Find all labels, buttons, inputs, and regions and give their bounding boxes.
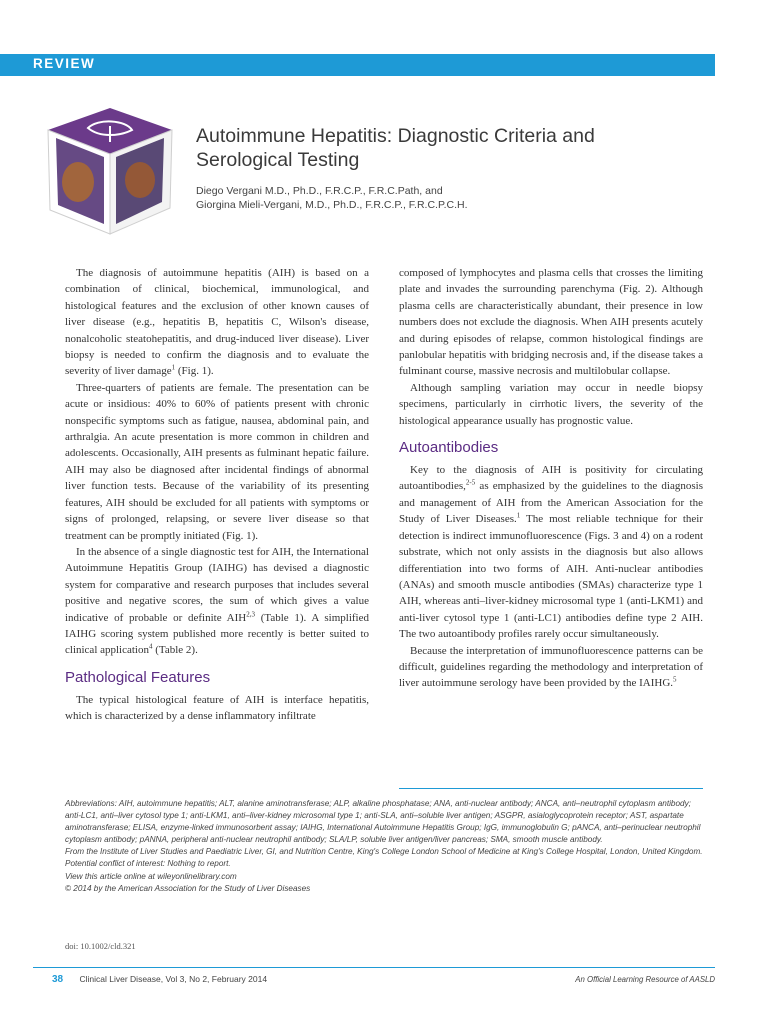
publisher-note: An Official Learning Resource of AASLD <box>575 975 715 984</box>
paragraph-4: The typical histological feature of AIH is interface hepatitis, which is characterized by a dense inflammatory infiltrate <box>65 693 369 723</box>
section-banner <box>0 54 715 76</box>
authors-line-2: Giorgina Mieli-Vergani, M.D., Ph.D., F.R.C.P., F.R.C.P.C.H. <box>196 199 468 211</box>
journal-citation: Clinical Liver Disease, Vol 3, No 2, February 2014 <box>79 974 268 984</box>
affiliation-note: From the Institute of Liver Studies and Paediatric Liver, GI, and Nutrition Centre, King's College London School of Medicine at King's College Hospital, London, United Kingdom. <box>65 847 703 857</box>
divider <box>399 788 703 789</box>
title-line-1: Autoimmune Hepatitis: Diagnostic Criteria and <box>196 125 595 147</box>
paragraph-3: In the absence of a single diagnostic test for AIH, the International Autoimmune Hepatitis Group (IAIHG) has devised a diagnostic system for comparative and research purposes that includes several positive and negative scores, the sum of which gives a value indicative of probable or definite AIH$^{2,3}$ (Table 1). A simplified IAIHG scoring system published more recently is better suited to clinical application$^4$ (Table 2). <box>65 545 369 657</box>
cube-logo-icon <box>40 100 180 240</box>
footer-divider <box>33 967 715 968</box>
left-column <box>65 265 369 725</box>
authors-line-1: Diego Vergani M.D., Ph.D., F.R.C.P., F.R.C.Path, and <box>196 185 443 197</box>
article-title <box>196 124 666 172</box>
doi: doi: 10.1002/cld.321 <box>65 941 136 951</box>
abbreviations-note: Abbreviations: AIH, autoimmune hepatitis; ALT, alanine aminotransferase; ALP, alkaline phosphatase; ANA, anti-nuclear antibody; ANCA, anti–neutrophil cytoplasm antibody; anti-LC1, anti–liver cytosol type 1; anti-LKM1, anti–liver-kidney microsomal type 1; anti-SLA, anti–soluble liver antigen; ASGPR, asialoglycoprotein receptor; AST, aspartate aminotransferase; ELISA, enzyme-linked immunosorbent assay; IAIHG, International Autoimmune Hepatitis Group; IgG, immunoglobulin G; pANCA, anti–perinuclear neutrophil cytoplasm antibody; pANNA, peripheral anti-nuclear neutrophil antibody; SLA/LP, soluble liver antigen/liver pancreas; SMA, smooth muscle antibody. <box>65 799 701 845</box>
online-note: View this article online at wileyonlinelibrary.com <box>65 871 237 881</box>
paragraph-1: The diagnosis of autoimmune hepatitis (AIH) is based on a combination of clinical, biochemical, immunological, and histological features and the exclusion of other known causes of liver disease (e.g., hepatitis B, hepatitis C, Wilson's disease, nonalcoholic steatohepatitis, and drug-induced liver disease). Liver biopsy is needed to confirm the diagnosis and to evaluate the severity of liver damage$^1$ (Fig. 1). <box>65 267 369 378</box>
page-number: 38 <box>52 974 64 985</box>
paragraph-2: Three-quarters of patients are female. The presentation can be acute or insidious: 40% to 60% of patients present with chronic nonspecific symptoms such as fatigue, nausea, abdominal pain, and arthralgia. An acute presentation is more common in children and adolescents. Occasionally, AIH presents as fulminant hepatic failure. AIH may also be diagnosed after incidental findings of abnormal liver function tests. Because of the variability of its presenting features, AIH should be excluded for all patients with symptoms or signs of prolonged, relapsing, or severe liver disease so that treatment can be promptly initiated (Fig. 1). <box>65 381 369 542</box>
copyright-note: © 2014 by the American Association for the Study of Liver Diseases <box>65 883 311 893</box>
conflict-note: Potential conflict of interest: Nothing to report. <box>65 859 231 869</box>
paragraph-8: Because the interpretation of immunofluorescence patterns can be difficult, guidelines regarding the methodology and interpretation of liver autoimmune serology have been provided by the IAIHG.$^5$ <box>399 644 703 690</box>
title-line-2: Serological Testing <box>196 149 360 171</box>
footnotes <box>65 798 705 895</box>
heading-pathological-features: Pathological Features <box>65 668 211 686</box>
paragraph-7: Key to the diagnosis of AIH is positivity for circulating autoantibodies,$^{2-5}$ as emphasized by the guidelines to the diagnosis and management of AIH from the American Association for the Study of Liver Diseases.$^1$ The most reliable technique for their detection is indirect immunofluorescence (Figs. 3 and 4) on a rodent substrate, which not only assists in the diagnosis but also allows differentiation into two forms of AIH. Anti-nuclear antibodies (ANAs) and smooth muscle antibodies (SMAs) characterize type 1 AIH, whereas anti–liver-kidney microsomal type 1 (anti-LKM1) and anti-liver cytosol type 1 (anti-LC1) antibodies define type 2 AIH. The two autoantibody profiles rarely occur simultaneously. <box>399 464 703 641</box>
article-authors <box>196 184 676 212</box>
paragraph-6: Although sampling variation may occur in needle biopsy specimens, particularly in cirrhotic livers, the severity of the histological appearance usually has prognostic value. <box>399 381 703 427</box>
section-label: REVIEW <box>33 56 96 71</box>
paragraph-5: composed of lymphocytes and plasma cells that crosses the limiting plate and invades the surrounding parenchyma (Fig. 2). Although plasma cells are characteristically abundant, their presence in low numbers does not exclude the diagnosis. When AIH presents acutely and during episodes of relapse, common histological findings are panlobular hepatitis with bridging necrosis and, if the disease takes a fulminant course, massive necrosis and multilobular collapse. <box>399 267 703 378</box>
footer-left <box>52 974 267 985</box>
heading-autoantibodies: Autoantibodies <box>399 439 499 457</box>
right-column <box>399 265 703 692</box>
